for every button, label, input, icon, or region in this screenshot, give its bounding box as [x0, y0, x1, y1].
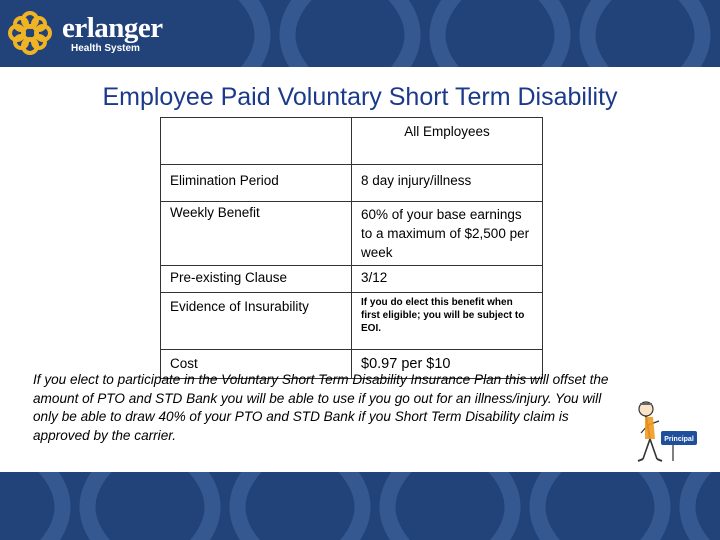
row-label: Cost: [161, 350, 352, 379]
row-label: Elimination Period: [161, 165, 352, 202]
table-header-row: [161, 118, 543, 165]
disclaimer-note: If you elect to participate in the Voluntary Short Term Disability Insurance Plan this will offset the amount of PTO and STD Bank you will be able to use if you go out for an illness/injury. You will only be able to draw 40% of your PTO and STD Bank if you Short Term Disability claim is approved by the carrier.: [33, 372, 609, 443]
page-title: Employee Paid Voluntary Short Term Disability: [102, 83, 618, 111]
table-row: [161, 266, 543, 293]
sign-text: Principal: [664, 436, 694, 443]
brand-name: erlanger: [62, 12, 163, 44]
table-header-blank: [161, 118, 352, 165]
table-row: [161, 202, 543, 266]
row-value: 60% of your base earnings to a maximum of $2,500 per week: [352, 202, 543, 266]
logo-emblem-icon: [7, 10, 53, 56]
erlanger-logo: [7, 10, 177, 56]
row-value: If you do elect this benefit when first eligible; you will be subject to EOI.: [352, 293, 543, 350]
row-value: $0.97 per $10: [352, 350, 543, 379]
row-value: 8 day injury/illness: [352, 165, 543, 202]
header-banner: [0, 0, 720, 67]
row-label: Pre-existing Clause: [161, 266, 352, 293]
footer-pattern: [0, 472, 720, 540]
table-row: [161, 293, 543, 350]
row-label: Weekly Benefit: [161, 202, 352, 266]
footer-banner: [0, 472, 720, 540]
row-value: 3/12: [352, 266, 543, 293]
benefits-table: [160, 117, 543, 379]
mascot-figure-icon: [633, 395, 703, 465]
row-label: Evidence of Insurability: [161, 293, 352, 350]
column-header: All Employees: [352, 118, 543, 165]
table-row: [161, 165, 543, 202]
header-pattern: [200, 0, 720, 67]
brand-subtitle: Health System: [71, 43, 140, 54]
